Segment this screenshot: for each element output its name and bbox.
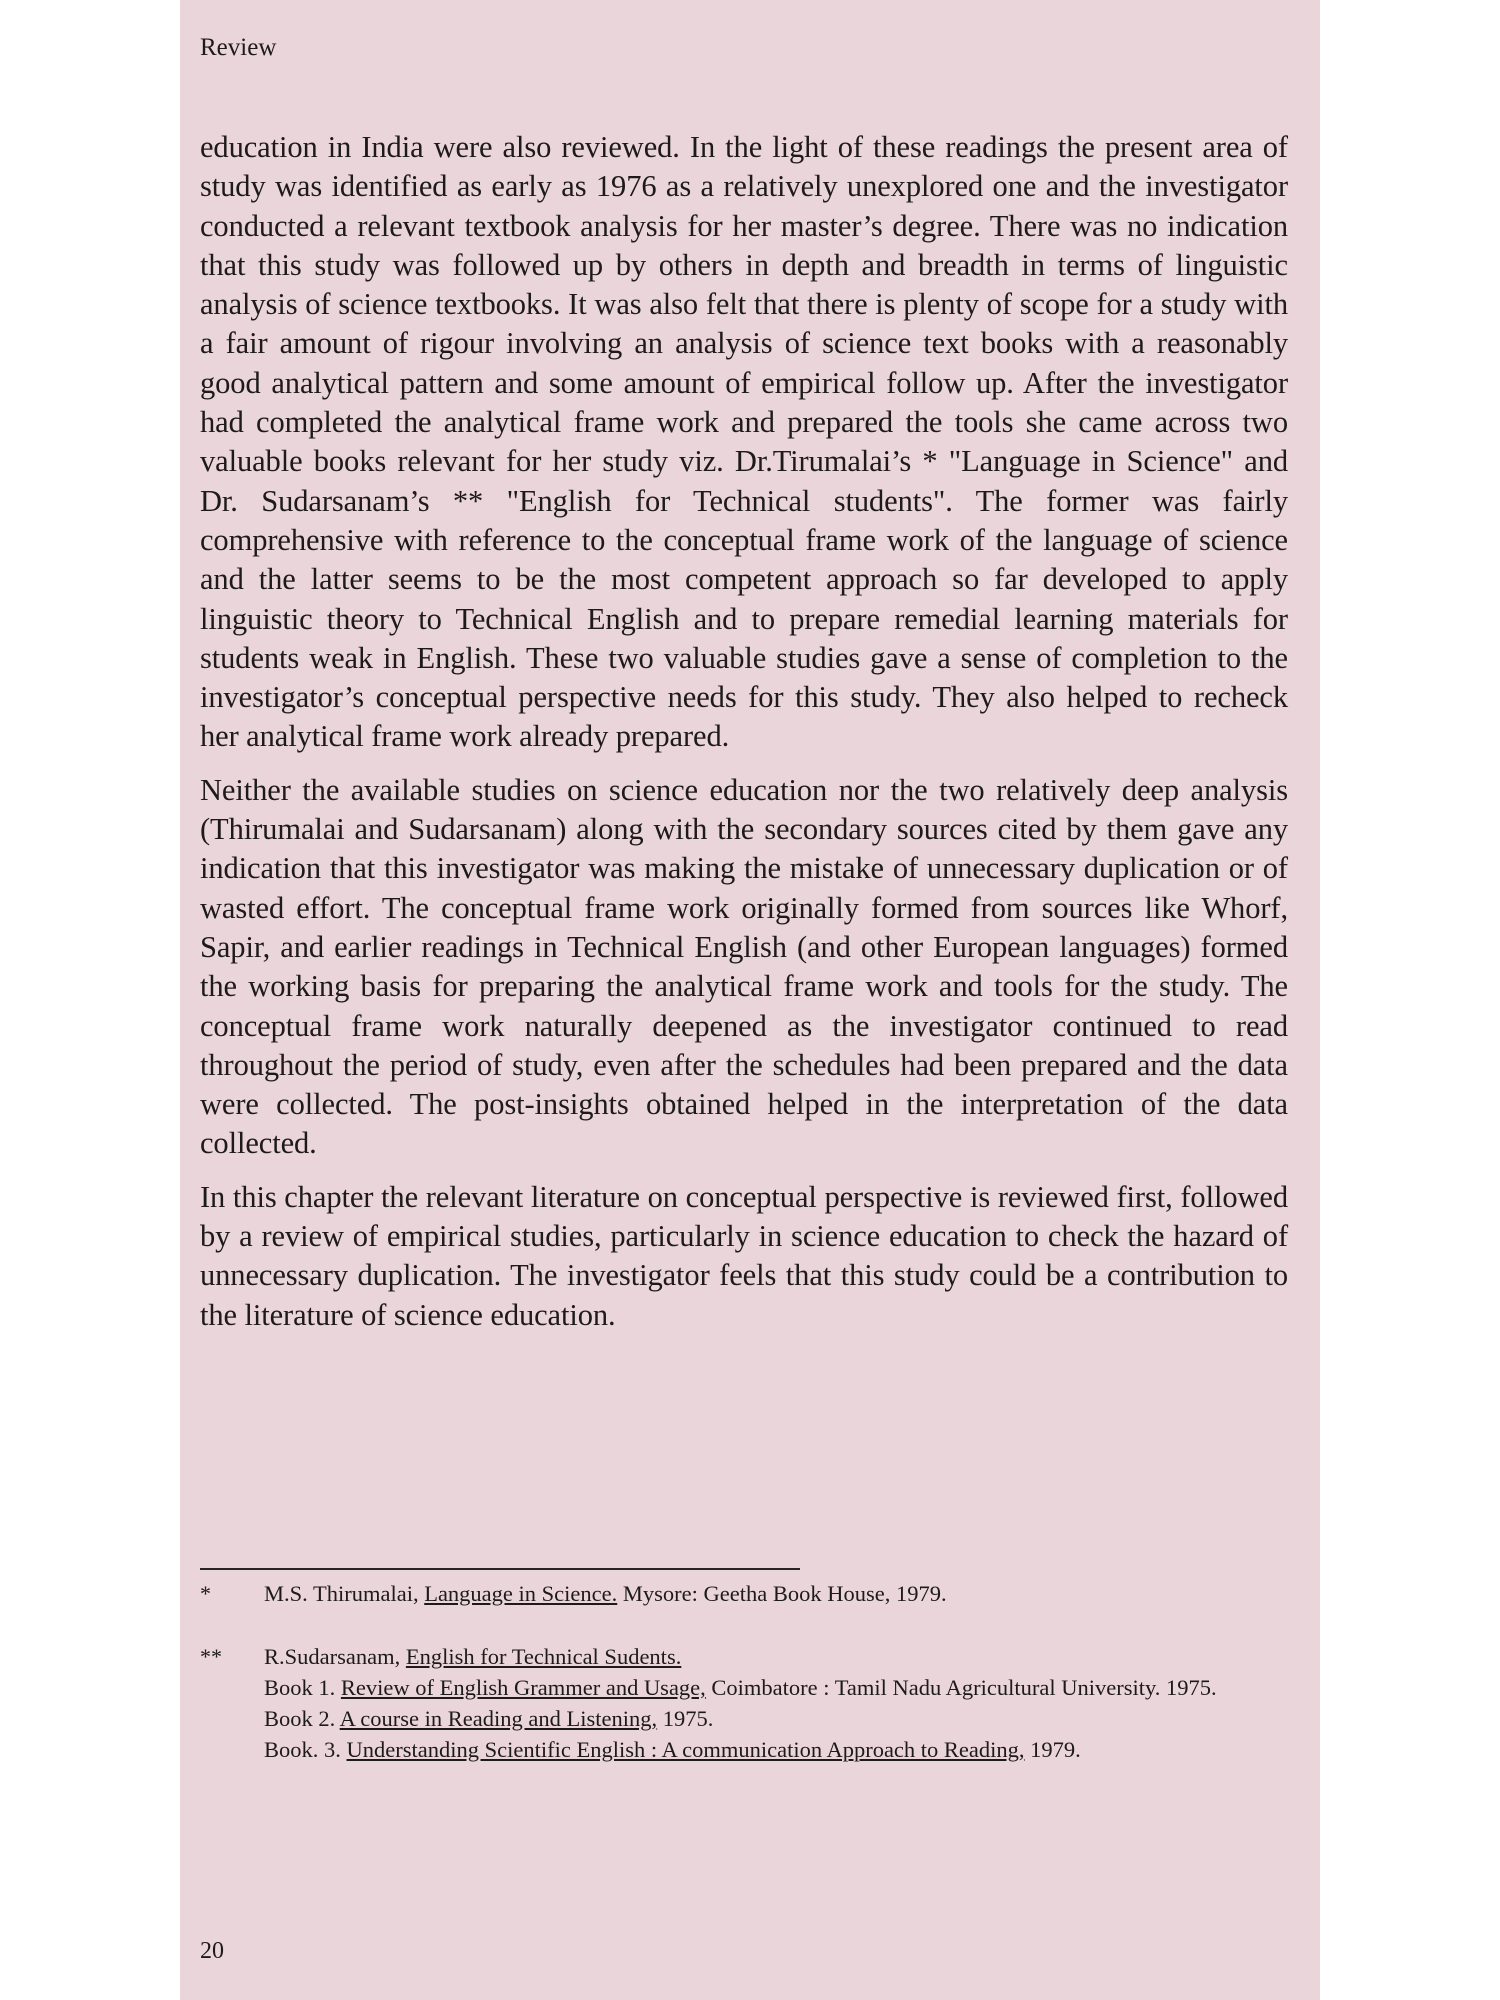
footnote-2-title: English for Technical Sudents. <box>405 1644 682 1669</box>
footnotes <box>200 1578 1290 1765</box>
footnote-1-author: M.S. Thirumalai, <box>264 1581 419 1606</box>
book-3-prefix: Book. 3. <box>264 1737 341 1762</box>
footnote-1-mark: * <box>200 1581 211 1606</box>
book-2-rest: 1975. <box>662 1706 714 1731</box>
footnote-2-book-2 <box>264 1703 1290 1734</box>
footnote-1 <box>200 1578 1290 1609</box>
paragraph-1: education in India were also reviewed. In the light of these readings the present area of study was identified as early as 1976 as a relatively unexplored one and the investigator conducted a relevant textbook analysis for her master’s degree. There was no indication that this study was followed up by others in depth and breadth in terms of linguistic analysis of science textbooks. It was also felt that there is plenty of scope for a study with a fair amount of rigour involving an analysis of science text books with a reasonably good analytical pattern and some amount of empirical follow up. After the investigator had completed the analytical frame work and prepared the tools she came across two valuable books relevant for her study viz. Dr.Tirumalai’s * "Language in Science" and Dr. Sudarsanam’s ** "English for Technical students". The former was fairly comprehensive with reference to the conceptual frame work of the language of science and the latter seems to be the most competent approach so far developed to apply linguistic theory to Technical English and to prepare remedial learning materials for students weak in English. These two valuable studies gave a sense of completion to the investigator’s conceptual perspective needs for this study. They also helped to recheck her analytical frame work already prepared. <box>200 130 1288 754</box>
footnote-2 <box>200 1641 1290 1765</box>
footnote-rule <box>200 1568 800 1570</box>
book-2-prefix: Book 2. <box>264 1706 336 1731</box>
book-2-title: A course in Reading and Listening, <box>339 1706 658 1731</box>
book-1-rest: Coimbatore : Tamil Nadu Agricultural University. 1975. <box>711 1675 1217 1700</box>
footnote-2-line-1 <box>264 1641 1290 1672</box>
paragraph-3: In this chapter the relevant literature on conceptual perspective is reviewed first, followed by a review of empirical studies, particularly in science education to check the hazard of unnecessary duplication. The investigator feels that this study could be a contribution to the literature of science education. <box>200 1179 1288 1332</box>
book-3-title: Understanding Scientific English : A communication Approach to Reading, <box>346 1737 1025 1762</box>
footnote-2-mark: ** <box>200 1644 222 1669</box>
paragraph-2: Neither the available studies on science education nor the two relatively deep analysis (Thirumalai and Sudarsanam) along with the secondary sources cited by them gave any indication that this investigator was making the mistake of unnecessary duplication or of wasted effort. The conceptual frame work originally formed from sources like Whorf, Sapir, and earlier readings in Technical English (and other European languages) formed the working basis for preparing the analytical frame work and tools for the study. The conceptual frame work naturally deepened as the investigator continued to read throughout the period of study, even after the schedules had been prepared and the data were collected. The post-insights obtained helped in the interpretation of the data collected. <box>200 772 1288 1161</box>
book-1-prefix: Book 1. <box>264 1675 336 1700</box>
footnote-2-author: R.Sudarsanam, <box>264 1644 401 1669</box>
page-number: 20 <box>200 1938 224 1964</box>
footnote-2-book-3 <box>264 1734 1290 1765</box>
running-head: Review <box>200 34 277 61</box>
footnote-2-book-1 <box>264 1672 1290 1703</box>
footnote-1-title: Language in Science. <box>424 1581 618 1606</box>
body-text <box>200 128 1288 1349</box>
footnote-1-publisher: Mysore: Geetha Book House, 1979. <box>622 1581 947 1606</box>
book-3-rest: 1979. <box>1030 1737 1081 1762</box>
book-1-title: Review of English Grammer and Usage, <box>340 1675 706 1700</box>
document-page <box>180 0 1320 2000</box>
